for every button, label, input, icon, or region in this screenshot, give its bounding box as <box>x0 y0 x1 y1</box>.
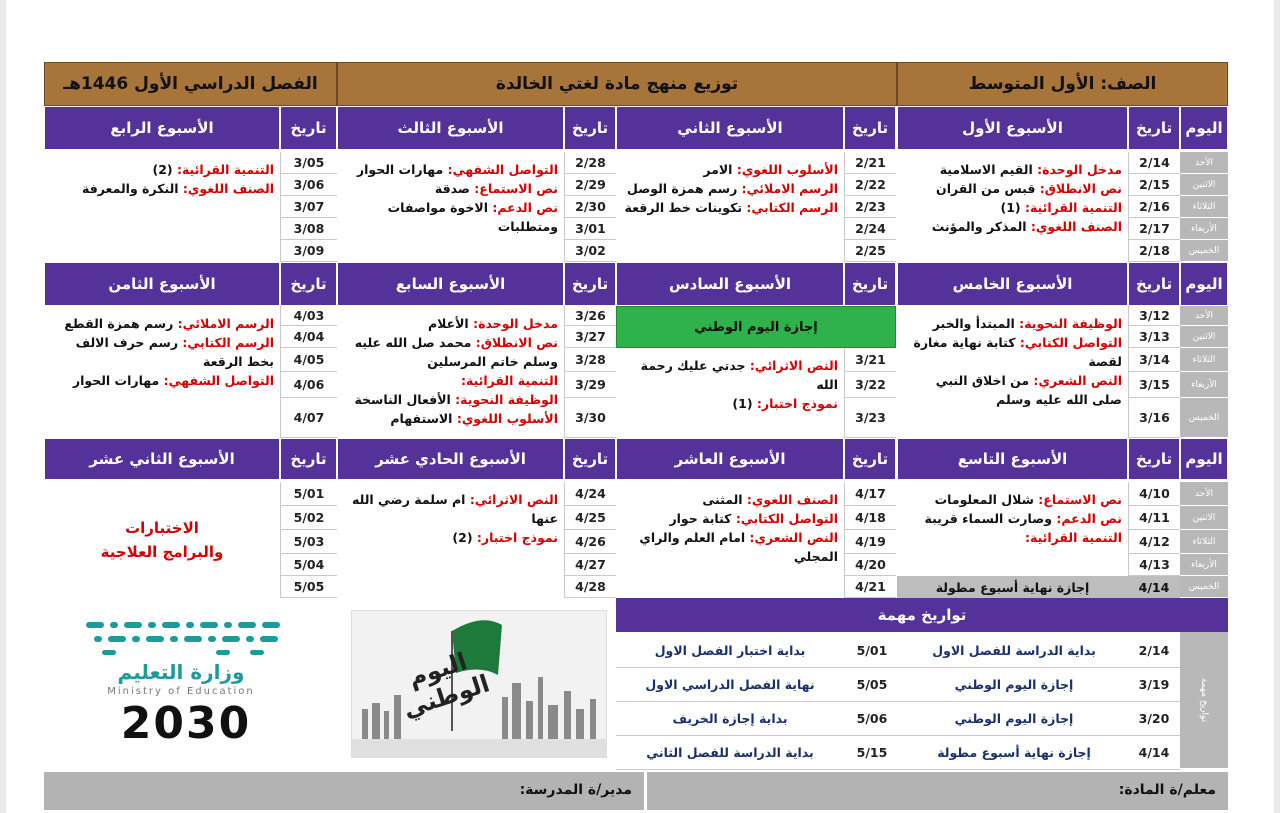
week-content <box>616 482 844 598</box>
lesson-category: الصنف اللغوي: <box>742 492 838 507</box>
date-header: تاريخ <box>280 438 337 480</box>
date-cell: 4/10 <box>1128 482 1180 506</box>
week-content <box>44 482 280 598</box>
lesson-line <box>622 394 838 413</box>
lesson-category: التواصل الكتابي: <box>1015 335 1122 350</box>
date-cell: 3/01 <box>564 218 616 240</box>
lesson-line <box>343 179 558 198</box>
lesson-topic: (1) <box>1000 200 1021 215</box>
important-date: 3/20 <box>1128 702 1180 736</box>
lesson-line <box>343 390 558 409</box>
lesson-line <box>903 198 1122 217</box>
center-text: الاختبارات <box>125 519 199 537</box>
date-cell: 3/05 <box>280 152 337 174</box>
day-name: الخميس <box>1180 398 1228 438</box>
week-content <box>616 348 844 438</box>
center-text: والبرامج العلاجية <box>100 543 224 561</box>
date-cell: 2/15 <box>1128 174 1180 196</box>
week-content <box>44 152 280 262</box>
logo-arabic: وزارة التعليم <box>117 660 245 684</box>
lesson-line <box>343 314 558 333</box>
important-event: إجازة نهاية أسبوع مطولة <box>900 736 1128 770</box>
date-cell: 2/17 <box>1128 218 1180 240</box>
lesson-topic: جدتي عليك رحمة الله <box>640 358 838 392</box>
holiday-row: إجازة نهاية أسبوع مطولة <box>897 576 1128 598</box>
important-event: نهاية الفصل الدراسي الاول <box>616 668 844 702</box>
important-date: 5/01 <box>844 634 900 668</box>
plan-title: توزيع منهج مادة لغتي الخالدة <box>337 62 897 106</box>
date-cell: 3/28 <box>564 348 616 372</box>
lesson-topic: تكوينات خط الرقعة <box>624 200 743 215</box>
lesson-category: الصنف اللغوي: <box>1026 219 1122 234</box>
week-content <box>337 152 564 262</box>
date-cell: 2/22 <box>844 174 896 196</box>
lesson-category: الوظيفة النحوية: <box>450 392 558 407</box>
side-label: تواريخ مهمة <box>1199 677 1209 723</box>
date-header: تاريخ <box>1128 438 1180 480</box>
date-cell: 2/18 <box>1128 240 1180 262</box>
lesson-topic: رسم حرف الالف بخط الرقعة <box>75 335 274 369</box>
lesson-category: الرسم الكتابي: <box>178 335 274 350</box>
lesson-topic: امام العلم والراي المجلي <box>639 530 838 564</box>
date-cell: 2/16 <box>1128 196 1180 218</box>
date-cell: 2/24 <box>844 218 896 240</box>
date-header: تاريخ <box>844 106 896 150</box>
date-cell: 3/14 <box>1128 348 1180 372</box>
day-name: الثلاثاء <box>1180 530 1228 554</box>
lesson-topic: القيم الاسلامية <box>939 162 1033 177</box>
week-title: الأسبوع الثالث <box>337 106 564 150</box>
lesson-line <box>903 217 1122 236</box>
grade-header: الصف: الأول المتوسط <box>897 62 1228 106</box>
date-header: تاريخ <box>1128 262 1180 306</box>
important-date: 3/19 <box>1128 668 1180 702</box>
semester-header: الفصل الدراسي الأول 1446هـ <box>44 62 337 106</box>
important-dates-side <box>1180 632 1228 768</box>
date-cell: 3/16 <box>1128 398 1180 438</box>
week-title: الأسبوع الثاني عشر <box>44 438 280 480</box>
lesson-topic: وصارت السماء قريبة <box>924 511 1052 526</box>
lesson-topic: المثنى <box>702 492 743 507</box>
date-cell: 4/06 <box>280 372 337 398</box>
week-title: الأسبوع السادس <box>616 262 844 306</box>
date-header: تاريخ <box>1128 106 1180 150</box>
lesson-line <box>343 198 558 236</box>
important-event: بداية الدراسة للفصل الثاني <box>616 736 844 770</box>
date-cell: 4/13 <box>1128 554 1180 576</box>
lesson-category: الأسلوب اللغوي: <box>732 162 838 177</box>
lesson-topic: (2) <box>452 530 473 545</box>
date-cell: 4/11 <box>1128 506 1180 530</box>
lesson-category: التواصل الكتابي: <box>731 511 838 526</box>
teacher-label: معلم/ة المادة: <box>1118 782 1216 798</box>
date-cell: 3/09 <box>280 240 337 262</box>
lesson-category: نموذج اختبار: <box>752 396 838 411</box>
day-name: الخميس <box>1180 576 1228 598</box>
week-title: الأسبوع الخامس <box>897 262 1128 306</box>
lesson-category: التنمية القرائية: <box>460 373 558 388</box>
lesson-category: الوظيفة النحوية: <box>1014 316 1122 331</box>
lesson-topic: الاستفهام <box>390 411 453 426</box>
ministry-logo <box>66 612 316 752</box>
lesson-category: نموذج اختبار: <box>472 530 558 545</box>
day-name: الأحد <box>1180 306 1228 326</box>
date-cell: 3/15 <box>1128 372 1180 398</box>
week-title: الأسبوع العاشر <box>616 438 844 480</box>
week-content <box>897 152 1128 262</box>
date-cell: 3/27 <box>564 326 616 348</box>
important-date: 5/06 <box>844 702 900 736</box>
date-cell: 3/22 <box>844 372 896 398</box>
lesson-topic: محمد صل الله عليه وسلم خاتم المرسلين <box>354 335 558 369</box>
lesson-line <box>622 198 838 217</box>
date-cell: 2/14 <box>1128 152 1180 174</box>
lesson-line <box>50 371 274 390</box>
lesson-category: نص الاستماع: <box>1033 492 1122 507</box>
lesson-category: النص الشعري: <box>1029 373 1122 388</box>
date-header: تاريخ <box>844 438 896 480</box>
lesson-line <box>622 356 838 394</box>
date-cell: 3/07 <box>280 196 337 218</box>
date-header: تاريخ <box>564 106 616 150</box>
important-event: إجازة اليوم الوطني <box>900 702 1128 736</box>
lesson-topic: النكرة والمعرفة <box>81 181 179 196</box>
lesson-category: نص الدعم: <box>1052 511 1122 526</box>
important-event: بداية الدراسة للفصل الاول <box>900 634 1128 668</box>
important-event: إجازة اليوم الوطني <box>900 668 1128 702</box>
date-cell: 5/01 <box>280 482 337 506</box>
week-content <box>897 306 1128 438</box>
date-cell: 4/12 <box>1128 530 1180 554</box>
lesson-topic: المبتدأ والخبر <box>932 316 1015 331</box>
date-cell: 3/21 <box>844 348 896 372</box>
teacher-signature <box>647 772 1228 810</box>
week-title: الأسبوع السابع <box>337 262 564 306</box>
lesson-line <box>50 160 274 179</box>
date-cell: 4/17 <box>844 482 896 506</box>
lesson-category: التنمية القرائية: <box>1020 200 1122 215</box>
date-cell: 4/24 <box>564 482 616 506</box>
lesson-line <box>343 409 558 428</box>
lesson-category: نص الانطلاق: <box>471 335 558 350</box>
lesson-topic: الأفعال الناسخة <box>354 392 451 407</box>
lesson-topic: مهارات الحوار <box>356 162 444 177</box>
lesson-category: التنمية القرائية: <box>1024 530 1122 545</box>
date-cell: 4/20 <box>844 554 896 576</box>
lesson-line <box>903 371 1122 409</box>
date-cell: 3/08 <box>280 218 337 240</box>
date-cell: 2/30 <box>564 196 616 218</box>
lesson-topic: شلال المعلومات <box>934 492 1034 507</box>
date-cell: 5/05 <box>280 576 337 598</box>
lesson-category: الأسلوب اللغوي: <box>452 411 558 426</box>
day-header: اليوم <box>1180 262 1228 306</box>
lesson-line <box>903 179 1122 198</box>
date-cell: 3/13 <box>1128 326 1180 348</box>
lesson-topic: كتابة حوار <box>669 511 732 526</box>
lesson-category: الرسم الاملائي: <box>737 181 838 196</box>
lesson-topic: صدقة <box>434 181 470 196</box>
important-date: 2/14 <box>1128 634 1180 668</box>
lesson-category: النص الشعري: <box>745 530 838 545</box>
important-dates-title: تواريخ مهمة <box>616 598 1228 632</box>
date-cell: 4/27 <box>564 554 616 576</box>
date-cell: 5/03 <box>280 530 337 554</box>
date-cell: 2/23 <box>844 196 896 218</box>
lesson-line <box>343 490 558 528</box>
lesson-topic: المذكر والمؤنث <box>931 219 1027 234</box>
vision-2030: 2030 <box>120 698 252 749</box>
date-cell: 4/04 <box>280 326 337 348</box>
lesson-line <box>343 528 558 547</box>
logo-english: Ministry of Education <box>107 686 255 697</box>
lesson-line <box>343 371 558 390</box>
lesson-line <box>343 333 558 371</box>
date-cell: 2/21 <box>844 152 896 174</box>
lesson-topic: ام سلمة رضي الله عنها <box>352 492 558 526</box>
lesson-line <box>903 490 1122 509</box>
lesson-topic: الامر <box>703 162 733 177</box>
lesson-category: مدخل الوحدة: <box>468 316 558 331</box>
principal-signature <box>44 772 644 810</box>
lesson-line <box>622 509 838 528</box>
date-cell: 3/26 <box>564 306 616 326</box>
date-cell: 4/07 <box>280 398 337 438</box>
day-name: الأربعاء <box>1180 372 1228 398</box>
lesson-topic: (1) <box>732 396 753 411</box>
lesson-topic: (2) <box>152 162 173 177</box>
lesson-line <box>622 179 838 198</box>
date-cell: 2/29 <box>564 174 616 196</box>
date-cell: 3/12 <box>1128 306 1180 326</box>
lesson-topic: الاخوة مواصفات ومتطلبات <box>387 200 558 234</box>
date-cell: 3/06 <box>280 174 337 196</box>
week-title: الأسبوع الثامن <box>44 262 280 306</box>
day-name: الأربعاء <box>1180 554 1228 576</box>
week-content <box>337 306 564 438</box>
national-day-banner <box>351 610 607 758</box>
important-date: 4/14 <box>1128 736 1180 770</box>
week-content <box>897 482 1128 576</box>
lesson-line <box>903 509 1122 528</box>
date-header: تاريخ <box>564 262 616 306</box>
date-header: تاريخ <box>564 438 616 480</box>
day-header: اليوم <box>1180 438 1228 480</box>
lesson-topic: الأعلام <box>427 316 469 331</box>
date-header: تاريخ <box>280 106 337 150</box>
date-header: تاريخ <box>280 262 337 306</box>
day-name: الخميس <box>1180 240 1228 262</box>
day-name: الثلاثاء <box>1180 348 1228 372</box>
holiday-date: 4/14 <box>1128 576 1180 598</box>
lesson-category: التواصل الشفهي: <box>443 162 558 177</box>
date-cell: 4/28 <box>564 576 616 598</box>
day-name: الأحد <box>1180 482 1228 506</box>
lesson-category: نص الدعم: <box>488 200 558 215</box>
lesson-category: الرسم الكتابي: <box>742 200 838 215</box>
date-cell: 4/21 <box>844 576 896 598</box>
banner-text: اليوم الوطني <box>399 647 493 724</box>
date-cell: 5/02 <box>280 506 337 530</box>
date-cell: 4/26 <box>564 530 616 554</box>
lesson-line <box>50 314 274 333</box>
date-cell: 2/28 <box>564 152 616 174</box>
lesson-line <box>622 160 838 179</box>
lesson-topic: قبس من القران <box>936 181 1036 196</box>
lesson-line <box>622 528 838 566</box>
important-event: بداية إجازة الخريف <box>616 702 844 736</box>
date-cell: 3/02 <box>564 240 616 262</box>
date-cell: 5/04 <box>280 554 337 576</box>
week-title: الأسبوع الأول <box>897 106 1128 150</box>
lesson-category: الصنف اللغوي: <box>178 181 274 196</box>
lesson-line <box>622 490 838 509</box>
date-cell: 4/19 <box>844 530 896 554</box>
lesson-category: النص الاثرائي: <box>745 358 838 373</box>
lesson-category: النص الاثرائي: <box>465 492 558 507</box>
lesson-category: نص الانطلاق: <box>1035 181 1122 196</box>
day-name: الاثنين <box>1180 506 1228 530</box>
date-cell: 4/25 <box>564 506 616 530</box>
week-title: الأسبوع الحادي عشر <box>337 438 564 480</box>
week-content <box>337 482 564 598</box>
lesson-line <box>903 160 1122 179</box>
week-title: الأسبوع التاسع <box>897 438 1128 480</box>
day-name: الثلاثاء <box>1180 196 1228 218</box>
day-name: الاثنين <box>1180 174 1228 196</box>
lesson-topic: مهارات الحوار <box>72 373 160 388</box>
lesson-category: نص الاستماع: <box>469 181 558 196</box>
week-title: الأسبوع الثاني <box>616 106 844 150</box>
lesson-category: التواصل الشفهي: <box>159 373 274 388</box>
lesson-line <box>50 333 274 371</box>
important-date: 5/05 <box>844 668 900 702</box>
day-name: الاثنين <box>1180 326 1228 348</box>
day-header: اليوم <box>1180 106 1228 150</box>
lesson-topic: رسم همزة القطع <box>64 316 174 331</box>
date-cell: 4/05 <box>280 348 337 372</box>
lesson-line <box>343 160 558 179</box>
week-content <box>616 152 844 262</box>
lesson-line <box>903 333 1122 371</box>
lesson-line <box>903 314 1122 333</box>
important-event: بداية اختبار الفصل الاول <box>616 634 844 668</box>
date-cell: 4/03 <box>280 306 337 326</box>
lesson-topic: من اخلاق النبي صلى الله عليه وسلم <box>935 373 1122 407</box>
principal-label: مدير/ة المدرسة: <box>519 782 632 798</box>
date-header: تاريخ <box>844 262 896 306</box>
date-cell: 3/29 <box>564 372 616 398</box>
date-cell: 2/25 <box>844 240 896 262</box>
week-title: الأسبوع الرابع <box>44 106 280 150</box>
lesson-line <box>903 528 1122 547</box>
date-cell: 3/23 <box>844 398 896 438</box>
logo-dots-icon <box>66 612 316 662</box>
day-name: الأحد <box>1180 152 1228 174</box>
important-date: 5/15 <box>844 736 900 770</box>
day-name: الأربعاء <box>1180 218 1228 240</box>
date-cell: 3/30 <box>564 398 616 438</box>
lesson-topic: كتابة نهاية مغارة لقصة <box>913 335 1122 369</box>
date-cell: 4/18 <box>844 506 896 530</box>
lesson-topic: رسم همزة الوصل <box>627 181 738 196</box>
lesson-category: التنمية القرائية: <box>172 162 274 177</box>
lesson-line <box>50 179 274 198</box>
document-sheet <box>6 0 1274 813</box>
holiday-cell: إجازة اليوم الوطني <box>616 306 896 348</box>
week-content <box>44 306 280 438</box>
lesson-category: الرسم الاملائي: <box>173 316 274 331</box>
lesson-category: مدخل الوحدة: <box>1032 162 1122 177</box>
